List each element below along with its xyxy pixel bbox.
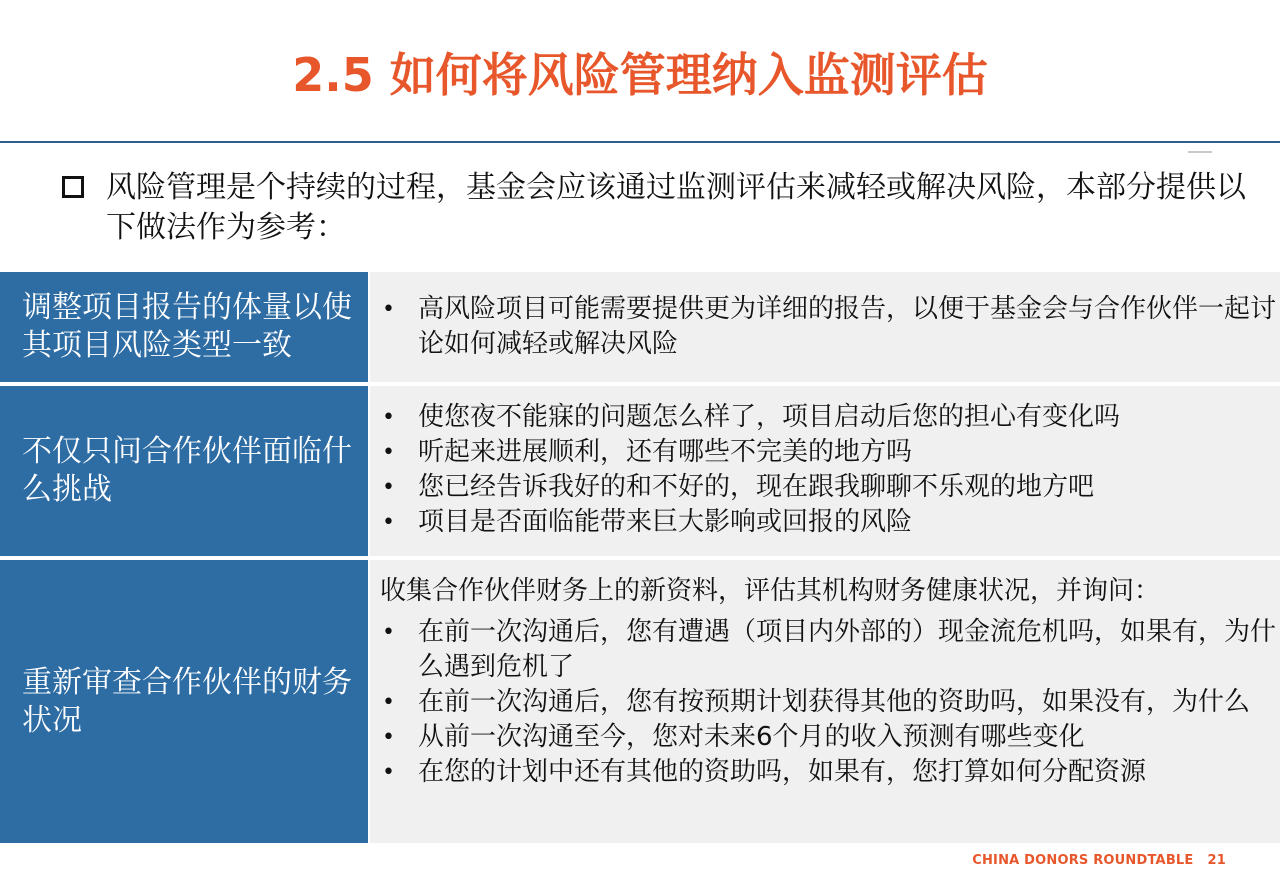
list-item: • 您已经告诉我好的和不好的，现在跟我聊聊不乐观的地方吧 bbox=[380, 470, 1278, 505]
list-item: • 在您的计划中还有其他的资助吗，如果有，您打算如何分配资源 bbox=[380, 755, 1278, 790]
practice-label bbox=[0, 560, 368, 843]
list-item: • 使您夜不能寐的问题怎么样了，项目启动后您的担心有变化吗 bbox=[380, 400, 1278, 435]
list-item: • 在前一次沟通后，您有遭遇（项目内外部的）现金流危机吗，如果有，为什么遇到危机了 bbox=[380, 615, 1278, 685]
practice-label bbox=[0, 272, 368, 382]
bullet-list bbox=[380, 386, 1280, 540]
practice-row-report-volume bbox=[0, 272, 1280, 382]
list-item: • 高风险项目可能需要提供更为详细的报告，以便于基金会与合作伙伴一起讨论如何减轻或解决风险 bbox=[380, 292, 1278, 362]
lead-text: 收集合作伙伴财务上的新资料，评估其机构财务健康状况，并询问： bbox=[380, 576, 1161, 606]
decorative-dash bbox=[1188, 151, 1212, 153]
footer-org: CHINA DONORS ROUNDTABLE bbox=[972, 853, 1194, 868]
practice-content bbox=[370, 386, 1280, 556]
title-divider bbox=[0, 141, 1280, 143]
practice-label-text: 重新审查合作伙伴的财务状况 bbox=[22, 664, 352, 738]
bullet-list bbox=[380, 615, 1280, 790]
list-item: • 从前一次沟通至今，您对未来6个月的收入预测有哪些变化 bbox=[380, 720, 1278, 755]
practice-content bbox=[370, 560, 1280, 843]
practice-label-text: 调整项目报告的体量以使其项目风险类型一致 bbox=[22, 290, 352, 363]
list-item: • 项目是否面临能带来巨大影响或回报的风险 bbox=[380, 505, 1278, 540]
list-item: • 在前一次沟通后，您有按预期计划获得其他的资助吗，如果没有，为什么 bbox=[380, 685, 1278, 720]
intro-text: 风险管理是个持续的过程，基金会应该通过监测评估来减轻或解决风险，本部分提供以下做法作为参考： bbox=[106, 170, 1246, 245]
page-number: 21 bbox=[1207, 853, 1226, 868]
checkbox-bullet-icon bbox=[62, 176, 84, 198]
practice-label bbox=[0, 386, 368, 556]
page-title: 2.5 如何将风险管理纳入监测评估 bbox=[292, 48, 988, 102]
list-item: • 听起来进展顺利，还有哪些不完美的地方吗 bbox=[380, 435, 1278, 470]
slide-footer bbox=[972, 853, 1226, 868]
practice-content bbox=[370, 272, 1280, 382]
bullet-list bbox=[380, 272, 1280, 362]
practice-row-challenges bbox=[0, 386, 1280, 556]
practice-label-text: 不仅只问合作伙伴面临什么挑战 bbox=[22, 434, 352, 507]
practice-row-finance-review bbox=[0, 560, 1280, 843]
